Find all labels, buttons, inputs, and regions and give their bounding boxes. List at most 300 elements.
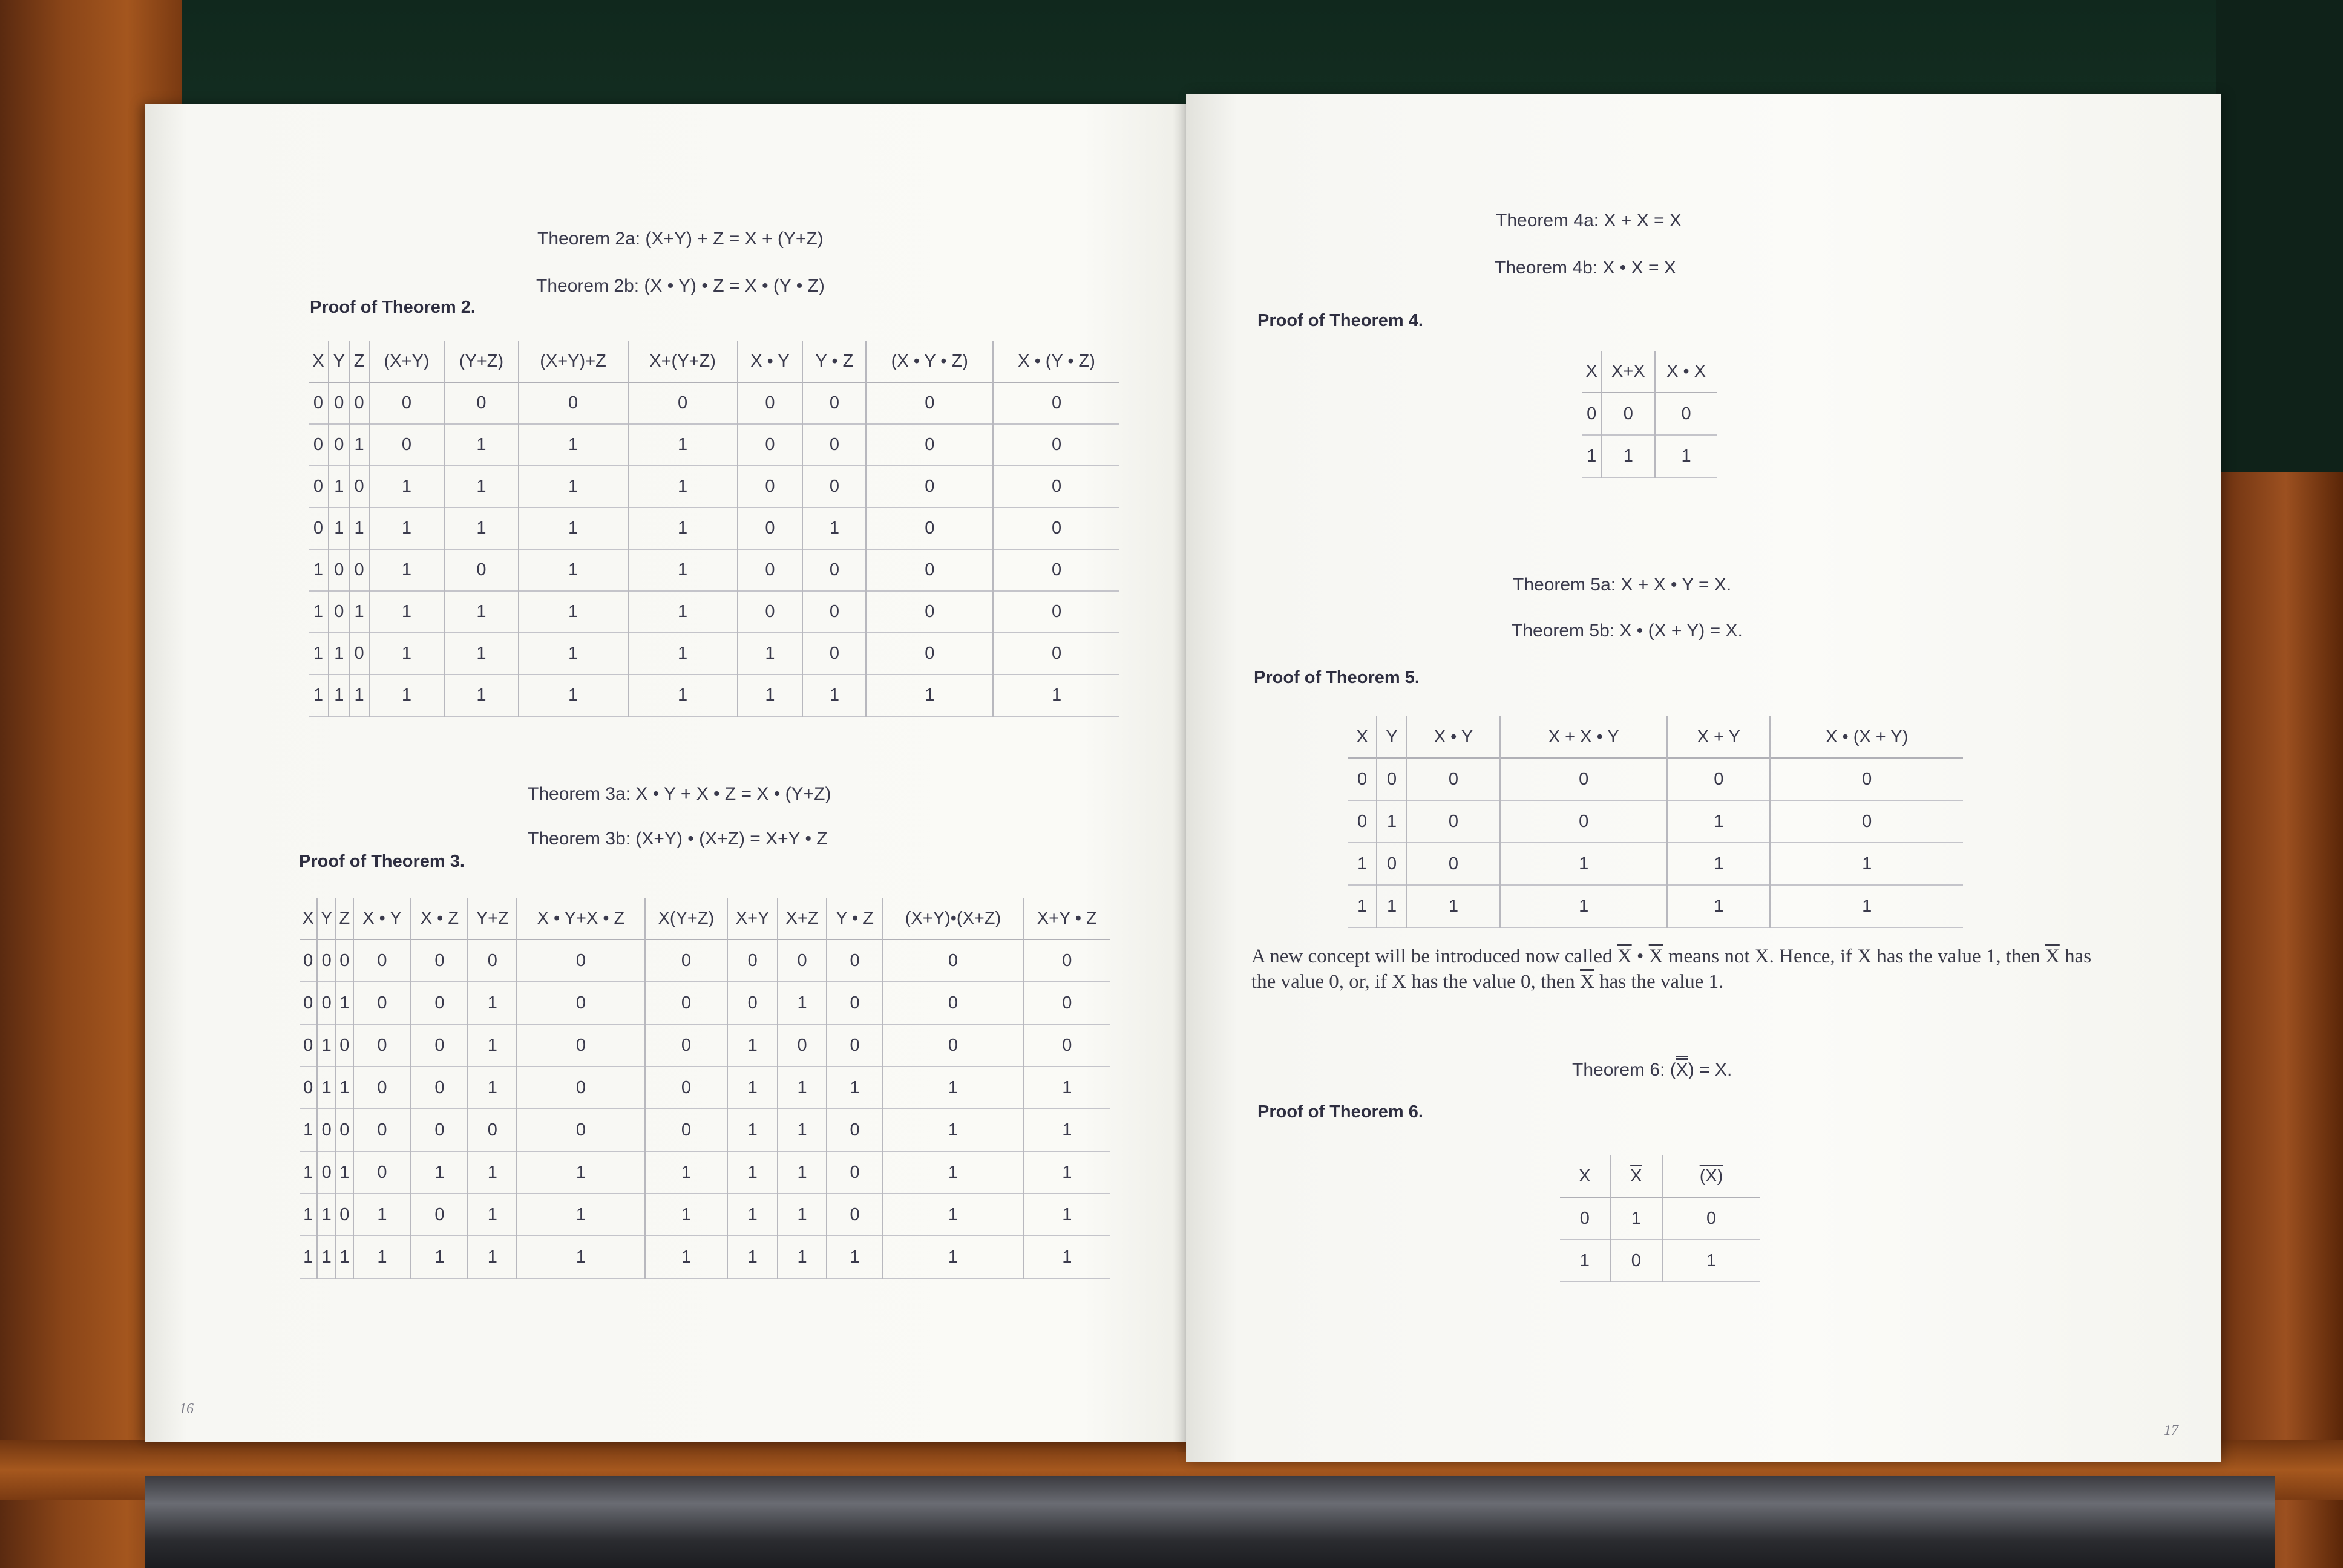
table-cell: 0 bbox=[1023, 982, 1110, 1024]
x-bar-symbol: $\overline{X}$ bbox=[1648, 946, 1663, 967]
table-cell: 1 bbox=[1770, 885, 1963, 927]
table-cell: 1 bbox=[727, 1194, 778, 1236]
table-cell: 0 bbox=[993, 424, 1119, 466]
column-header: $\overline{X}$ bbox=[1610, 1155, 1663, 1197]
table-row bbox=[1560, 1240, 1760, 1282]
table-cell: 1 bbox=[313, 644, 324, 663]
table-cell: 0 bbox=[517, 1024, 644, 1067]
left-page bbox=[145, 104, 1186, 1442]
table-cell: 1 bbox=[1655, 435, 1717, 477]
table-row bbox=[300, 1067, 1110, 1109]
table-cell: 1 bbox=[727, 1236, 778, 1278]
table-cell: 1 bbox=[336, 1236, 353, 1278]
column-header: X • Y bbox=[1407, 716, 1500, 758]
table-cell: 0 bbox=[1587, 403, 1597, 423]
theorem-4a: Theorem 4a: X + X = X bbox=[1496, 211, 1682, 230]
table-cell: 0 bbox=[827, 1024, 883, 1067]
table-cell: 1 bbox=[1357, 896, 1368, 916]
table-cell: 0 bbox=[329, 549, 350, 591]
theorem-2b: Theorem 2b: (X • Y) • Z = X • (Y • Z) bbox=[536, 276, 825, 296]
x-bar-symbol: $\overline{X}$ bbox=[1617, 946, 1632, 967]
table-cell: 1 bbox=[645, 1151, 727, 1194]
table-cell: 1 bbox=[444, 424, 518, 466]
theorem-5b: Theorem 5b: X • (X + Y) = X. bbox=[1512, 621, 1743, 641]
table-cell: 0 bbox=[993, 466, 1119, 508]
table-cell: 1 bbox=[628, 508, 738, 549]
table-cell: 1 bbox=[313, 560, 324, 580]
table-cell: 0 bbox=[353, 982, 411, 1024]
not-concept-paragraph bbox=[1251, 944, 2099, 995]
table-cell: 0 bbox=[1579, 1208, 1590, 1228]
x-bar-symbol: $\overline{X}$ bbox=[1580, 971, 1594, 993]
table-cell: 1 bbox=[317, 1024, 336, 1067]
table-cell: 0 bbox=[827, 939, 883, 982]
table-cell: 1 bbox=[883, 1194, 1023, 1236]
table-cell: 0 bbox=[336, 1024, 353, 1067]
table-row bbox=[300, 1194, 1110, 1236]
table-cell: 1 bbox=[1587, 446, 1597, 466]
table-cell: 0 bbox=[645, 982, 727, 1024]
table-cell: 0 bbox=[628, 382, 738, 424]
table-header-row bbox=[309, 341, 1119, 382]
table-cell: 1 bbox=[336, 1151, 353, 1194]
table-cell: 1 bbox=[353, 1236, 411, 1278]
table-cell: 0 bbox=[883, 982, 1023, 1024]
table-cell: 1 bbox=[303, 1247, 313, 1267]
table-cell: 1 bbox=[369, 466, 445, 508]
table-cell: 0 bbox=[369, 382, 445, 424]
table-cell: 1 bbox=[778, 1151, 827, 1194]
table-cell: 1 bbox=[369, 508, 445, 549]
column-header: X • Y bbox=[738, 341, 803, 382]
table-cell: 1 bbox=[519, 549, 628, 591]
table-cell: 0 bbox=[993, 549, 1119, 591]
column-header: X • Y+X • Z bbox=[517, 898, 644, 939]
column-header: (X • Y • Z) bbox=[866, 341, 993, 382]
table-cell: 1 bbox=[1579, 1250, 1590, 1270]
table-cell: 0 bbox=[369, 424, 445, 466]
table-cell: 0 bbox=[517, 982, 644, 1024]
table-cell: 0 bbox=[827, 1151, 883, 1194]
column-header: X bbox=[1356, 727, 1368, 746]
column-header: Y bbox=[329, 341, 350, 382]
table-row bbox=[309, 633, 1119, 675]
column-header: Y bbox=[1377, 716, 1407, 758]
table-cell: 0 bbox=[350, 382, 369, 424]
table-cell: 0 bbox=[993, 633, 1119, 675]
table-cell: 0 bbox=[738, 508, 803, 549]
column-header: X bbox=[1579, 1166, 1591, 1186]
paragraph-text-7: has the value 0, or, if X has the value 0, then bbox=[1251, 946, 2092, 993]
table-cell: 1 bbox=[411, 1236, 468, 1278]
table-cell: 0 bbox=[336, 1194, 353, 1236]
table-row bbox=[1348, 843, 1963, 885]
column-header: X+X bbox=[1601, 351, 1655, 393]
table-cell: 1 bbox=[1023, 1151, 1110, 1194]
table-cell: 1 bbox=[353, 1194, 411, 1236]
table-cell: 1 bbox=[778, 982, 827, 1024]
table-cell: 1 bbox=[883, 1151, 1023, 1194]
table-cell: 0 bbox=[329, 424, 350, 466]
column-header: X • Z bbox=[411, 898, 468, 939]
table-cell: 0 bbox=[313, 393, 324, 413]
proof-5-truth-table bbox=[1348, 716, 1963, 928]
column-header: X + Y bbox=[1667, 716, 1770, 758]
column-header: X + X • Y bbox=[1500, 716, 1667, 758]
table-cell: 0 bbox=[778, 939, 827, 982]
table-cell: 0 bbox=[317, 982, 336, 1024]
paragraph-text-1: A new concept will be introduced now called bbox=[1251, 946, 1617, 967]
table-row bbox=[309, 591, 1119, 633]
proof-3-title: Proof of Theorem 3. bbox=[299, 852, 465, 871]
column-header: X(Y+Z) bbox=[645, 898, 727, 939]
table-cell: 1 bbox=[444, 675, 518, 716]
table-cell: 0 bbox=[1770, 758, 1963, 800]
table-cell: 1 bbox=[628, 591, 738, 633]
table-cell: 1 bbox=[519, 633, 628, 675]
table-cell: 1 bbox=[468, 1067, 517, 1109]
table-cell: 0 bbox=[993, 382, 1119, 424]
table-cell: 1 bbox=[1377, 800, 1407, 843]
table-row bbox=[309, 549, 1119, 591]
table-cell: 0 bbox=[727, 939, 778, 982]
table-cell: 1 bbox=[369, 549, 445, 591]
table-cell: 1 bbox=[727, 1151, 778, 1194]
table-cell: 0 bbox=[866, 466, 993, 508]
table-cell: 1 bbox=[350, 591, 369, 633]
table-row bbox=[1348, 758, 1963, 800]
paragraph-text-3: • bbox=[1631, 946, 1649, 967]
table-cell: 1 bbox=[317, 1194, 336, 1236]
table-cell: 0 bbox=[802, 382, 866, 424]
proof-3-truth-table bbox=[300, 898, 1110, 1279]
table-row bbox=[1348, 800, 1963, 843]
table-cell: 0 bbox=[1023, 1024, 1110, 1067]
table-cell: 0 bbox=[303, 950, 313, 970]
table-cell: 0 bbox=[1357, 769, 1368, 789]
table-cell: 0 bbox=[353, 939, 411, 982]
column-header: X bbox=[302, 908, 314, 928]
column-header: X+Z bbox=[778, 898, 827, 939]
table-cell: 0 bbox=[411, 1067, 468, 1109]
table-cell: 1 bbox=[778, 1194, 827, 1236]
table-cell: 0 bbox=[1610, 1240, 1663, 1282]
x-double-bar-symbol: X bbox=[1676, 1060, 1688, 1080]
table-cell: 0 bbox=[517, 1109, 644, 1151]
table-cell: 1 bbox=[1601, 435, 1655, 477]
table-cell: 0 bbox=[827, 982, 883, 1024]
right-page bbox=[1186, 94, 2221, 1462]
table-cell: 1 bbox=[1023, 1236, 1110, 1278]
column-header: X • (Y • Z) bbox=[993, 341, 1119, 382]
table-cell: 0 bbox=[1662, 1197, 1760, 1240]
table-cell: 0 bbox=[1407, 800, 1500, 843]
column-header: Y • Z bbox=[802, 341, 866, 382]
table-cell: 0 bbox=[329, 591, 350, 633]
table-cell: 1 bbox=[1667, 885, 1770, 927]
table-cell: 1 bbox=[727, 1109, 778, 1151]
theorem-3b: Theorem 3b: (X+Y) • (X+Z) = X+Y • Z bbox=[528, 829, 828, 849]
table-cell: 0 bbox=[350, 633, 369, 675]
table-cell: 0 bbox=[517, 1067, 644, 1109]
table-cell: 0 bbox=[802, 633, 866, 675]
table-cell: 1 bbox=[738, 675, 803, 716]
table-cell: 1 bbox=[628, 633, 738, 675]
table-cell: 0 bbox=[645, 1024, 727, 1067]
table-cell: 1 bbox=[317, 1067, 336, 1109]
table-cell: 1 bbox=[1770, 843, 1963, 885]
column-header: (Y+Z) bbox=[444, 341, 518, 382]
paragraph-text-9: has the value 1. bbox=[1594, 971, 1724, 993]
table-cell: 1 bbox=[303, 1120, 313, 1140]
table-cell: 1 bbox=[468, 982, 517, 1024]
column-header: Z bbox=[350, 341, 369, 382]
table-cell: 0 bbox=[336, 939, 353, 982]
table-cell: 0 bbox=[645, 1067, 727, 1109]
table-cell: 1 bbox=[369, 675, 445, 716]
column-header: Y • Z bbox=[827, 898, 883, 939]
table-row bbox=[309, 424, 1119, 466]
table-cell: 0 bbox=[1655, 393, 1717, 435]
table-cell: 0 bbox=[1357, 811, 1368, 831]
table-cell: 0 bbox=[350, 466, 369, 508]
table-cell: 0 bbox=[645, 939, 727, 982]
table-cell: 1 bbox=[1662, 1240, 1760, 1282]
table-cell: 0 bbox=[727, 982, 778, 1024]
table-header-row bbox=[1348, 716, 1963, 758]
table-cell: 0 bbox=[738, 466, 803, 508]
table-cell: 1 bbox=[329, 466, 350, 508]
table-cell: 1 bbox=[1500, 885, 1667, 927]
table-cell: 0 bbox=[317, 939, 336, 982]
theorem-5a: Theorem 5a: X + X • Y = X. bbox=[1513, 575, 1732, 595]
table-cell: 0 bbox=[313, 518, 324, 538]
table-cell: 0 bbox=[1377, 843, 1407, 885]
table-cell: 0 bbox=[645, 1109, 727, 1151]
table-cell: 0 bbox=[1407, 843, 1500, 885]
proof-6-truth-table bbox=[1560, 1155, 1760, 1282]
table-cell: 1 bbox=[350, 508, 369, 549]
table-cell: 1 bbox=[883, 1236, 1023, 1278]
table-cell: 1 bbox=[517, 1194, 644, 1236]
table-cell: 0 bbox=[444, 549, 518, 591]
table-cell: 1 bbox=[468, 1024, 517, 1067]
theorem-3a: Theorem 3a: X • Y + X • Z = X • (Y+Z) bbox=[528, 784, 831, 804]
table-header-row bbox=[1560, 1155, 1760, 1197]
table-cell: 1 bbox=[303, 1204, 313, 1224]
table-cell: 0 bbox=[350, 549, 369, 591]
table-row bbox=[300, 1236, 1110, 1278]
table-cell: 1 bbox=[444, 633, 518, 675]
table-cell: 1 bbox=[628, 675, 738, 716]
theorem-2a: Theorem 2a: (X+Y) + Z = X + (Y+Z) bbox=[537, 229, 824, 249]
table-cell: 0 bbox=[883, 939, 1023, 982]
table-cell: 1 bbox=[1407, 885, 1500, 927]
theorem-6-prefix: Theorem 6: ( bbox=[1572, 1060, 1676, 1080]
table-cell: 0 bbox=[313, 477, 324, 496]
table-cell: 1 bbox=[778, 1067, 827, 1109]
table-cell: 0 bbox=[778, 1024, 827, 1067]
table-cell: 1 bbox=[727, 1024, 778, 1067]
table-row bbox=[300, 939, 1110, 982]
table-cell: 1 bbox=[519, 466, 628, 508]
table-cell: 0 bbox=[317, 1109, 336, 1151]
table-row bbox=[1582, 393, 1717, 435]
paragraph-text-5: means not X. Hence, if X has the value 1, then bbox=[1663, 946, 2045, 967]
proof-2-truth-table bbox=[309, 341, 1119, 717]
table-row bbox=[300, 1151, 1110, 1194]
column-header: (X+Y) bbox=[369, 341, 445, 382]
table-cell: 1 bbox=[468, 1236, 517, 1278]
table-cell: 0 bbox=[353, 1109, 411, 1151]
table-cell: 1 bbox=[329, 675, 350, 716]
table-cell: 1 bbox=[329, 508, 350, 549]
table-cell: 1 bbox=[444, 508, 518, 549]
table-cell: 1 bbox=[519, 424, 628, 466]
table-cell: 1 bbox=[993, 675, 1119, 716]
column-header: X • Y bbox=[353, 898, 411, 939]
table-cell: 0 bbox=[411, 1024, 468, 1067]
table-cell: 1 bbox=[738, 633, 803, 675]
table-cell: 0 bbox=[468, 1109, 517, 1151]
table-row bbox=[309, 508, 1119, 549]
table-cell: 0 bbox=[336, 1109, 353, 1151]
column-header: (X+Y)+Z bbox=[519, 341, 628, 382]
table-cell: 1 bbox=[1500, 843, 1667, 885]
table-header-row bbox=[1582, 351, 1717, 393]
table-cell: 1 bbox=[313, 685, 324, 705]
proof-2-title: Proof of Theorem 2. bbox=[310, 298, 476, 317]
table-row bbox=[1560, 1197, 1760, 1240]
table-cell: 0 bbox=[517, 939, 644, 982]
table-cell: 0 bbox=[993, 591, 1119, 633]
table-cell: 1 bbox=[883, 1109, 1023, 1151]
table-cell: 1 bbox=[519, 508, 628, 549]
column-header: X • (X + Y) bbox=[1770, 716, 1963, 758]
table-cell: 0 bbox=[866, 591, 993, 633]
table-cell: 0 bbox=[1407, 758, 1500, 800]
table-cell: 0 bbox=[1500, 758, 1667, 800]
column-header: X+Y bbox=[727, 898, 778, 939]
table-cell: 0 bbox=[353, 1024, 411, 1067]
table-row bbox=[309, 466, 1119, 508]
table-cell: 1 bbox=[827, 1236, 883, 1278]
table-cell: 1 bbox=[1610, 1197, 1663, 1240]
background-dark-corner bbox=[2216, 0, 2343, 484]
table-cell: 0 bbox=[738, 549, 803, 591]
table-cell: 1 bbox=[628, 549, 738, 591]
table-row bbox=[300, 982, 1110, 1024]
table-cell: 1 bbox=[1357, 854, 1368, 874]
table-cell: 1 bbox=[313, 602, 324, 621]
x-bar-symbol: $\overline{X}$ bbox=[2045, 946, 2060, 967]
table-cell: 0 bbox=[468, 939, 517, 982]
table-cell: 0 bbox=[411, 982, 468, 1024]
column-header: X+(Y+Z) bbox=[628, 341, 738, 382]
table-row bbox=[300, 1024, 1110, 1067]
table-cell: 1 bbox=[519, 591, 628, 633]
table-cell: 1 bbox=[883, 1067, 1023, 1109]
wood-frame-right bbox=[2216, 472, 2343, 1568]
table-cell: 1 bbox=[1023, 1109, 1110, 1151]
column-header: X+Y • Z bbox=[1023, 898, 1110, 939]
table-cell: 0 bbox=[827, 1194, 883, 1236]
column-header: X • X bbox=[1655, 351, 1717, 393]
table-cell: 0 bbox=[303, 1077, 313, 1097]
table-cell: 1 bbox=[778, 1109, 827, 1151]
table-cell: 1 bbox=[645, 1194, 727, 1236]
table-row bbox=[1582, 435, 1717, 477]
table-cell: 1 bbox=[1667, 800, 1770, 843]
table-cell: 0 bbox=[444, 382, 518, 424]
table-cell: 1 bbox=[329, 633, 350, 675]
table-cell: 1 bbox=[369, 591, 445, 633]
table-cell: 0 bbox=[866, 508, 993, 549]
column-header: X bbox=[1585, 361, 1598, 381]
table-cell: 0 bbox=[411, 1109, 468, 1151]
table-cell: 1 bbox=[517, 1236, 644, 1278]
theorem-4b: Theorem 4b: X • X = X bbox=[1495, 258, 1676, 278]
table-cell: 0 bbox=[353, 1151, 411, 1194]
table-cell: 0 bbox=[802, 424, 866, 466]
table-cell: 0 bbox=[519, 382, 628, 424]
table-cell: 0 bbox=[1500, 800, 1667, 843]
table-cell: 1 bbox=[350, 424, 369, 466]
metal-rail bbox=[145, 1476, 2275, 1568]
table-cell: 1 bbox=[519, 675, 628, 716]
proof-4-truth-table bbox=[1582, 351, 1717, 478]
table-cell: 1 bbox=[336, 982, 353, 1024]
table-cell: 0 bbox=[866, 424, 993, 466]
table-cell: 1 bbox=[1023, 1067, 1110, 1109]
table-cell: 0 bbox=[738, 591, 803, 633]
table-row bbox=[1348, 885, 1963, 927]
table-cell: 1 bbox=[827, 1067, 883, 1109]
table-cell: 1 bbox=[317, 1236, 336, 1278]
column-header: Z bbox=[336, 898, 353, 939]
table-cell: 1 bbox=[1667, 843, 1770, 885]
table-cell: 1 bbox=[802, 675, 866, 716]
table-row bbox=[309, 675, 1119, 716]
table-cell: 1 bbox=[727, 1067, 778, 1109]
column-header: (X) bbox=[1662, 1155, 1760, 1197]
proof-5-title: Proof of Theorem 5. bbox=[1254, 668, 1420, 687]
table-cell: 1 bbox=[336, 1067, 353, 1109]
table-cell: 0 bbox=[827, 1109, 883, 1151]
table-cell: 1 bbox=[802, 508, 866, 549]
table-cell: 0 bbox=[1667, 758, 1770, 800]
proof-4-title: Proof of Theorem 4. bbox=[1257, 311, 1423, 330]
table-cell: 1 bbox=[645, 1236, 727, 1278]
page-number-left: 16 bbox=[179, 1401, 194, 1417]
table-cell: 1 bbox=[1023, 1194, 1110, 1236]
table-cell: 1 bbox=[866, 675, 993, 716]
table-header-row bbox=[300, 898, 1110, 939]
table-cell: 1 bbox=[369, 633, 445, 675]
table-cell: 0 bbox=[1377, 758, 1407, 800]
table-row bbox=[309, 382, 1119, 424]
table-cell: 0 bbox=[802, 591, 866, 633]
table-cell: 1 bbox=[444, 466, 518, 508]
table-cell: 0 bbox=[303, 1035, 313, 1055]
table-cell: 0 bbox=[866, 382, 993, 424]
table-cell: 0 bbox=[866, 633, 993, 675]
table-cell: 0 bbox=[738, 424, 803, 466]
table-cell: 1 bbox=[303, 1162, 313, 1182]
table-cell: 1 bbox=[778, 1236, 827, 1278]
table-cell: 0 bbox=[411, 939, 468, 982]
table-cell: 1 bbox=[468, 1151, 517, 1194]
